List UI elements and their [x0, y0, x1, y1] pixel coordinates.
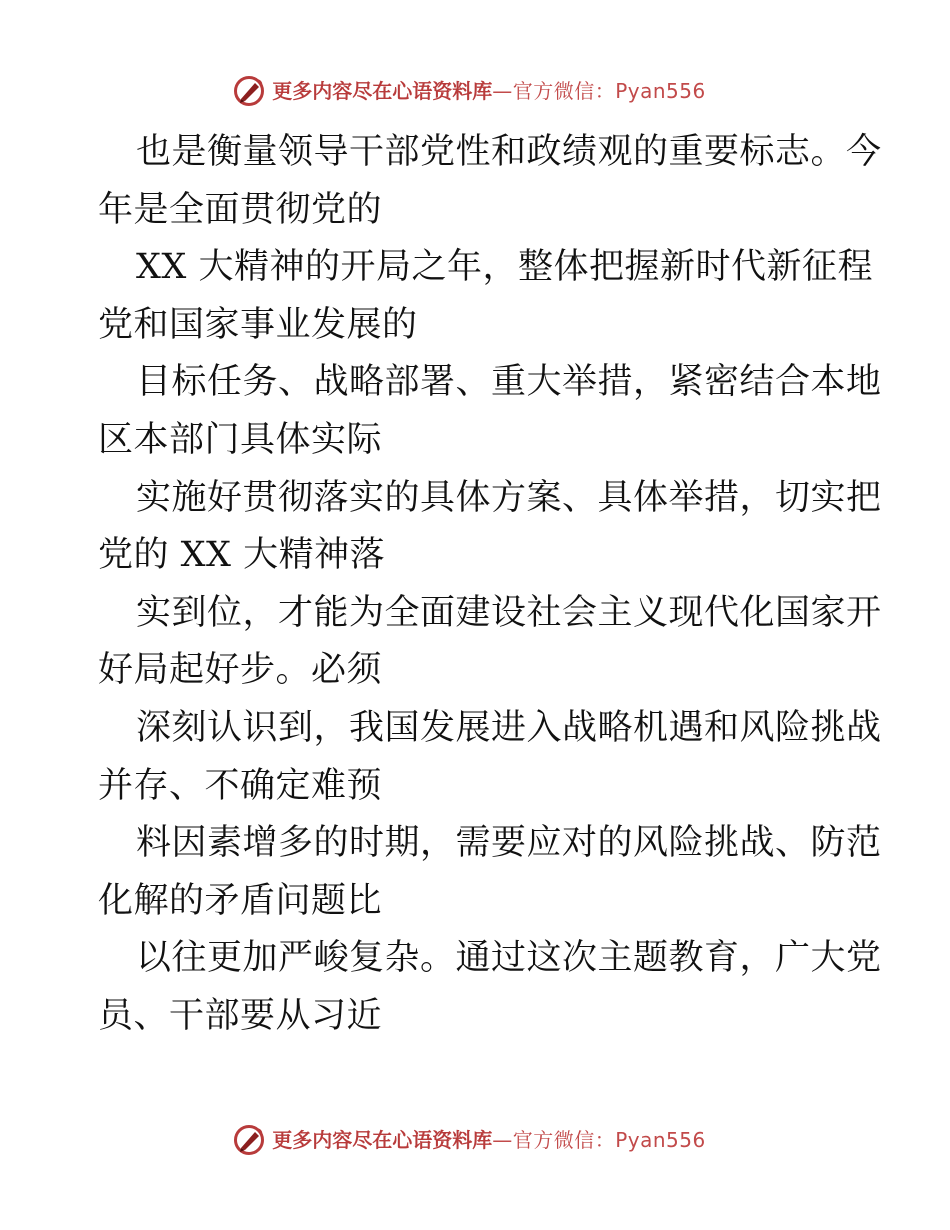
body-line: 区本部门具体实际 [98, 419, 383, 460]
body-line: 党和国家事业发展的 [98, 304, 418, 345]
body-line: 好局起好步。必须 [98, 650, 383, 691]
body-line: 也是衡量领导干部党性和政绩观的重要标志。今 [136, 132, 882, 172]
body-line: 深刻认识到，我国发展进入战略机遇和风险挑战 [136, 707, 882, 748]
footer-watermark-text [272, 1130, 706, 1150]
body-line: 化解的矛盾问题比 [98, 880, 383, 921]
body-line: XX 大精神的开局之年，整体把握新时代新征程 [136, 247, 873, 288]
body-line: 并存、不确定难预 [98, 765, 383, 806]
footer-watermark-sub: —官方微信：Pyan556 [492, 1128, 706, 1152]
body-line: 以往更加严峻复杂。通过这次主题教育，广大党 [136, 938, 882, 979]
body-line: 料因素增多的时期，需要应对的风险挑战、防范 [136, 823, 882, 864]
body-line: 党的 XX 大精神落 [98, 535, 386, 576]
body-line: 实到位，才能为全面建设社会主义现代化国家开 [136, 592, 882, 633]
header-watermark-content [232, 74, 706, 108]
pen-circle-logo-icon [232, 1123, 266, 1157]
body-line: 员、干部要从习近 [98, 995, 383, 1036]
document-body [98, 124, 882, 1046]
header-watermark-banner [0, 71, 950, 111]
footer-watermark-banner [0, 1120, 950, 1160]
body-line: 目标任务、战略部署、重大举措，紧密结合本地 [136, 362, 882, 403]
body-line: 年是全面贯彻党的 [98, 189, 383, 230]
footer-watermark-content [232, 1123, 706, 1157]
header-watermark-text [272, 81, 706, 101]
pen-circle-logo-icon [232, 74, 266, 108]
header-watermark-main: 更多内容尽在心语资料库 [272, 79, 493, 103]
body-line: 实施好贯彻落实的具体方案、具体举措，切实把 [136, 477, 882, 518]
footer-watermark-main: 更多内容尽在心语资料库 [272, 1128, 493, 1152]
header-watermark-sub: —官方微信：Pyan556 [492, 79, 706, 103]
